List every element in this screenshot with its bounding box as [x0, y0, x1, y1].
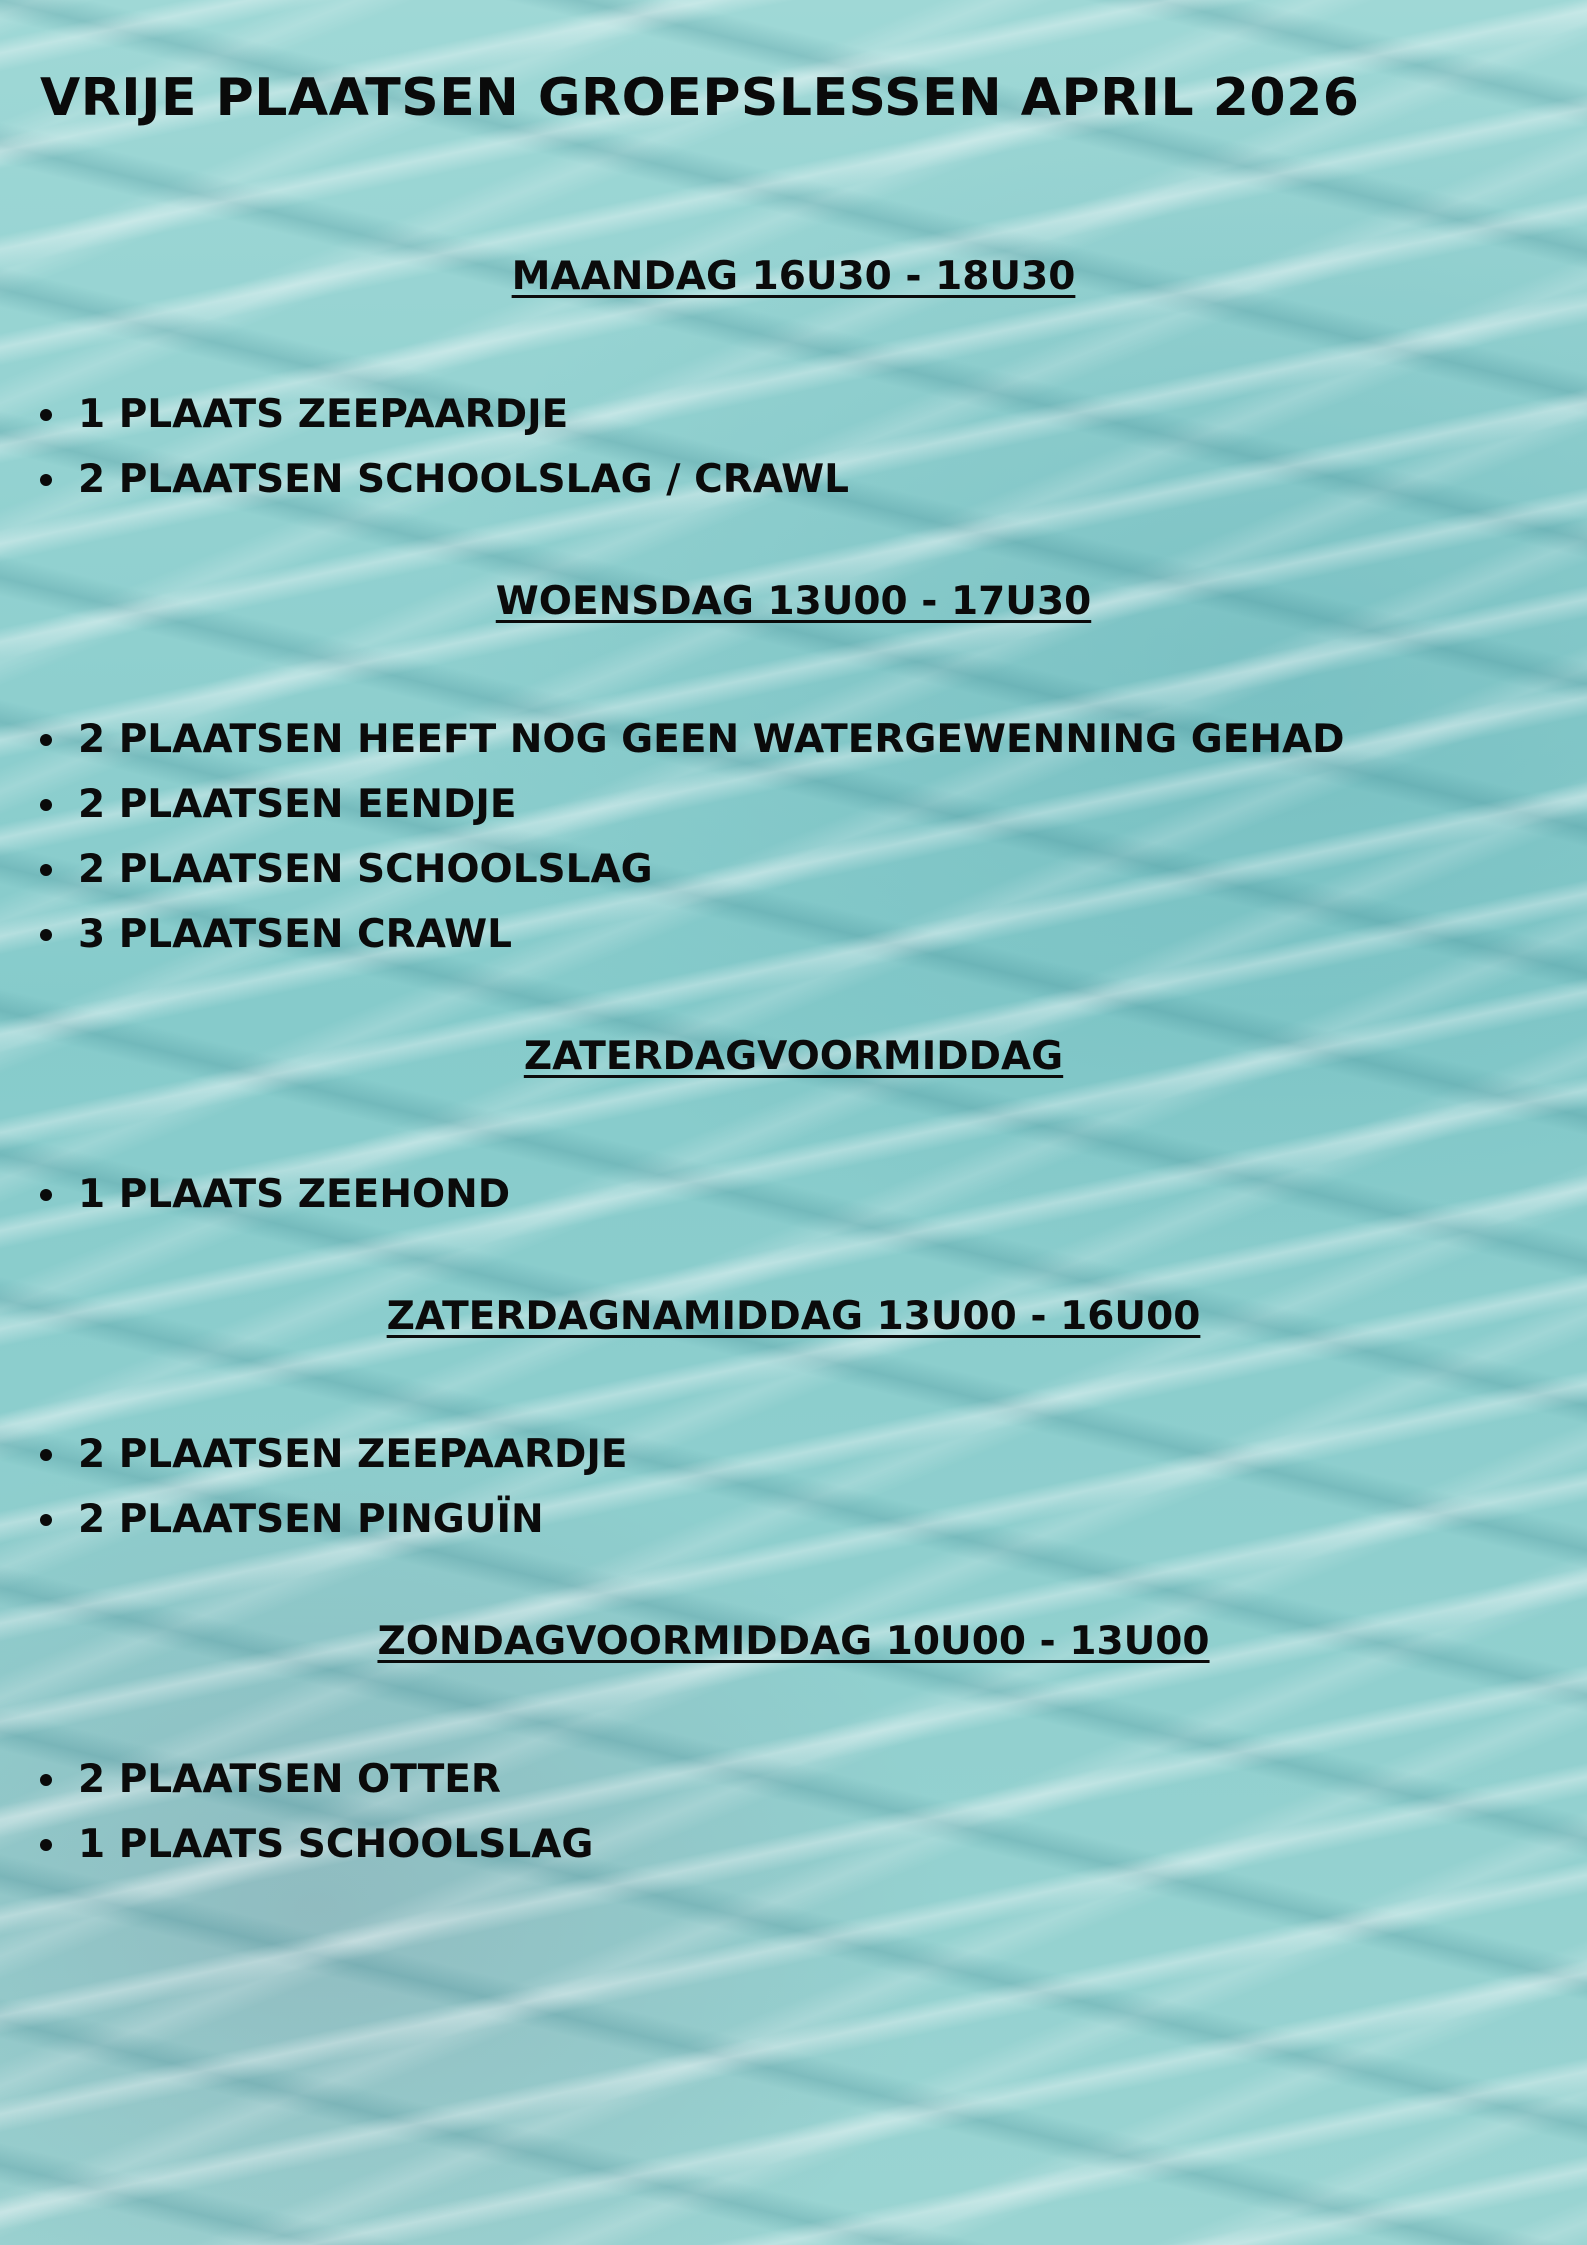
list-item-label: 2 PLAATSEN HEEFT NOG GEEN WATERGEWENNING GEHAD	[78, 717, 1345, 762]
section-heading-label: ZONDAGVOORMIDDAG 10U00 - 13U00	[377, 1619, 1210, 1664]
section-heading-label: ZATERDAGNAMIDDAG 13U00 - 16U00	[386, 1294, 1201, 1339]
list-item-label: 2 PLAATSEN PINGUÏN	[78, 1497, 544, 1542]
list-item-label: 2 PLAATSEN OTTER	[78, 1757, 501, 1802]
list-item	[40, 707, 1345, 772]
list-item	[40, 837, 1345, 902]
section-heading-label: WOENSDAG 13U00 - 17U30	[495, 579, 1092, 624]
bullet-icon	[40, 1189, 52, 1201]
section-heading-zaterdagnamiddag	[0, 1294, 1587, 1339]
bullet-icon	[40, 1839, 52, 1851]
bullet-icon	[40, 1514, 52, 1526]
bullet-icon	[40, 474, 52, 486]
list-item	[40, 1747, 593, 1812]
bullet-icon	[40, 1774, 52, 1786]
list-item-label: 2 PLAATSEN SCHOOLSLAG / CRAWL	[78, 457, 850, 502]
list-item	[40, 1162, 510, 1227]
bullet-icon	[40, 1449, 52, 1461]
section-heading-zaterdagvoormiddag	[0, 1034, 1587, 1079]
section-heading-label: ZATERDAGVOORMIDDAG	[523, 1034, 1064, 1079]
list-item-label: 1 PLAATS ZEEPAARDJE	[78, 392, 569, 437]
bullet-icon	[40, 409, 52, 421]
list-item-label: 2 PLAATSEN ZEEPAARDJE	[78, 1432, 628, 1477]
page-title: VRIJE PLAATSEN GROEPSLESSEN APRIL 2026	[40, 68, 1360, 128]
list-item-label: 1 PLAATS ZEEHOND	[78, 1172, 511, 1217]
list-item	[40, 1487, 628, 1552]
section-list-maandag	[40, 382, 849, 512]
list-item-label: 2 PLAATSEN SCHOOLSLAG	[78, 847, 653, 892]
section-list-zaterdagnamiddag	[40, 1422, 628, 1552]
section-heading-zondagvoormiddag	[0, 1619, 1587, 1664]
section-list-zaterdagvoormiddag	[40, 1162, 510, 1227]
bullet-icon	[40, 799, 52, 811]
list-item	[40, 382, 849, 447]
bullet-icon	[40, 864, 52, 876]
list-item-label: 2 PLAATSEN EENDJE	[78, 782, 517, 827]
list-item	[40, 1812, 593, 1877]
bullet-icon	[40, 929, 52, 941]
section-heading-label: MAANDAG 16U30 - 18U30	[511, 254, 1076, 299]
list-item-label: 1 PLAATS SCHOOLSLAG	[78, 1822, 594, 1867]
bullet-icon	[40, 734, 52, 746]
section-list-zondagvoormiddag	[40, 1747, 593, 1877]
list-item-label: 3 PLAATSEN CRAWL	[78, 912, 512, 957]
list-item	[40, 772, 1345, 837]
list-item	[40, 902, 1345, 967]
list-item	[40, 447, 849, 512]
section-heading-maandag	[0, 254, 1587, 299]
section-heading-woensdag	[0, 579, 1587, 624]
section-list-woensdag	[40, 707, 1345, 967]
list-item	[40, 1422, 628, 1487]
